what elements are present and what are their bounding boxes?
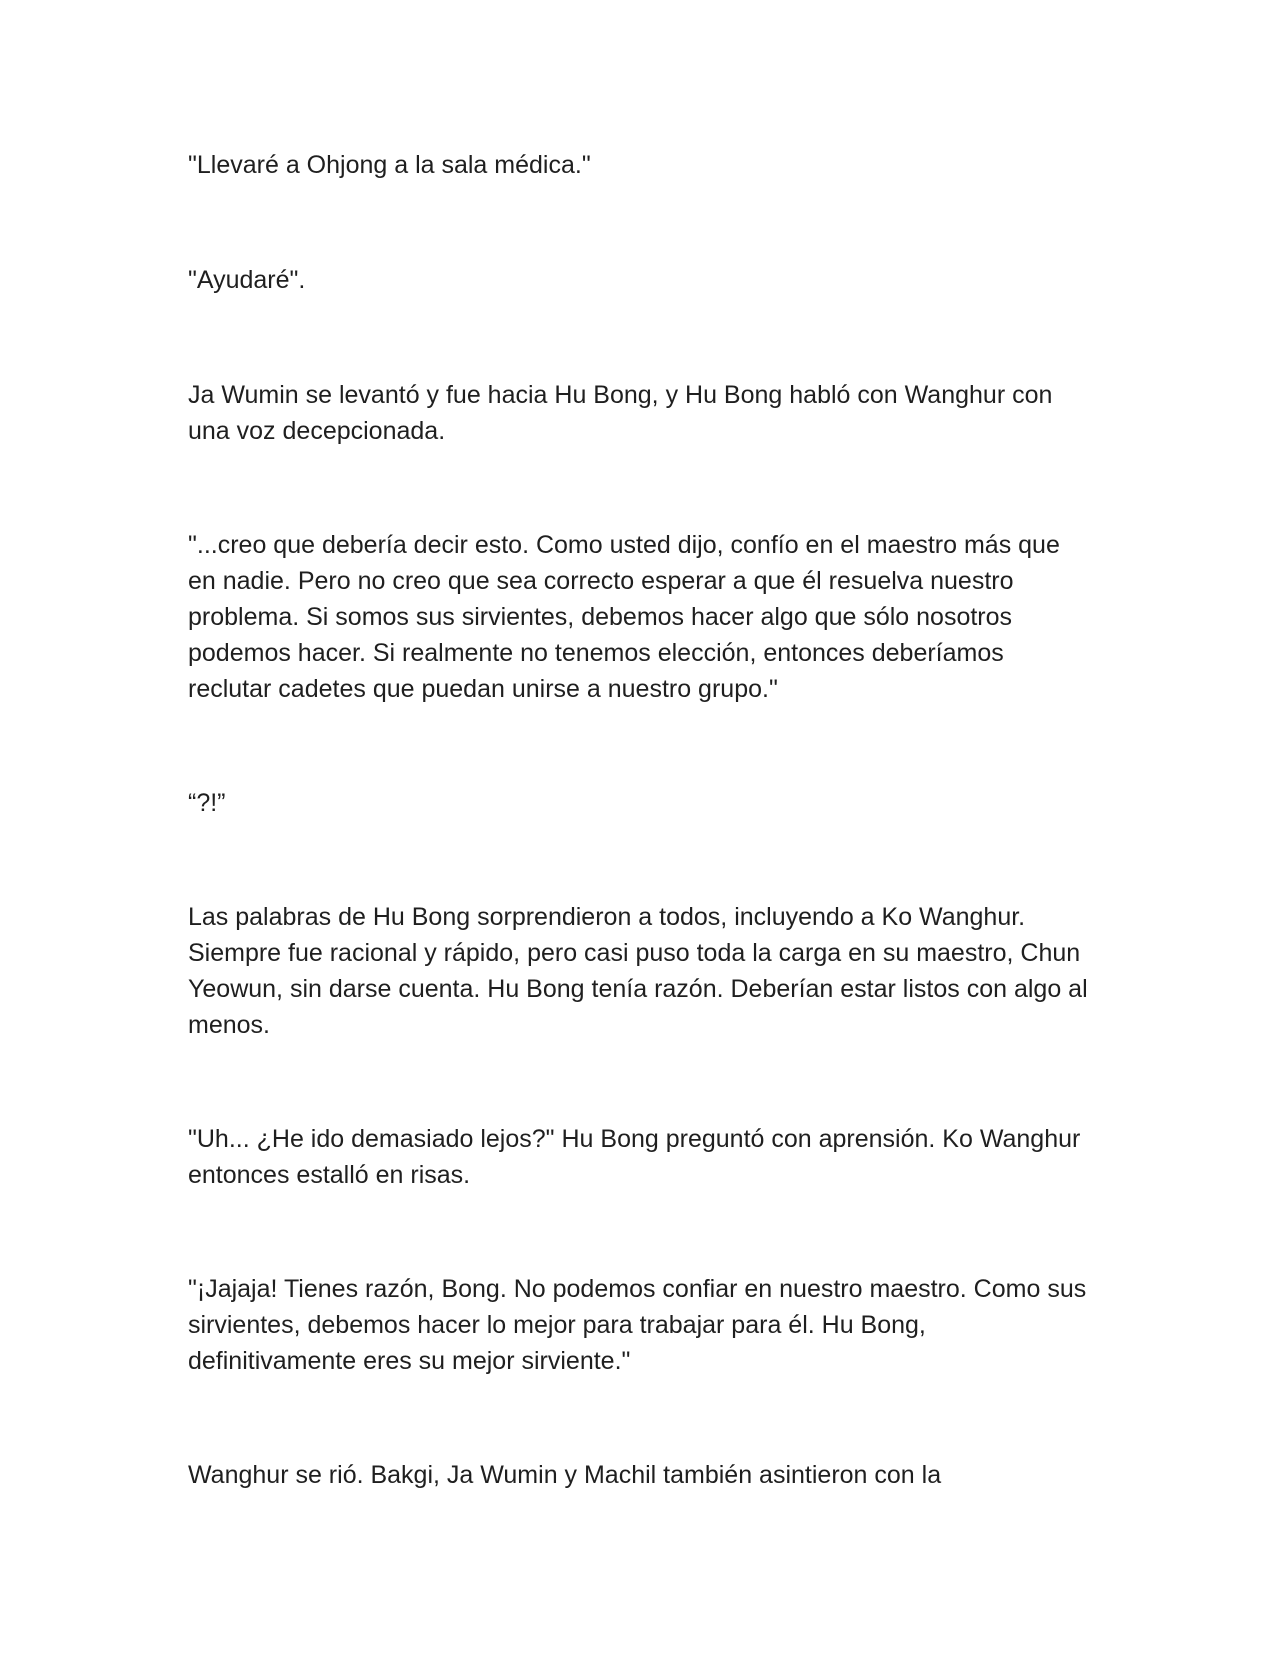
paragraph: “?!” <box>188 789 226 817</box>
paragraph: "Uh... ¿He ido demasiado lejos?" Hu Bong preguntó con aprensión. Ko Wanghur entonces estalló en risas. <box>188 1125 1081 1189</box>
paragraph: Ja Wumin se levantó y fue hacia Hu Bong, y Hu Bong habló con Wanghur con una voz decepcionada. <box>188 381 1053 445</box>
paragraph: "...creo que debería decir esto. Como usted dijo, confío en el maestro más que en nadie. Pero no creo que sea correcto esperar a que él resuelva nuestro problema. Si somos sus sirvientes, debemos hacer algo que sólo nosotros podemos hacer. Si realmente no tenemos elección, entonces deberíamos reclutar cadetes que puedan unirse a nuestro grupo." <box>188 531 1060 703</box>
paragraph: "¡Jajaja! Tienes razón, Bong. No podemos confiar en nuestro maestro. Como sus sirvientes, debemos hacer lo mejor para trabajar para él. Hu Bong, definitivamente eres su mejor sirviente." <box>188 1275 1087 1375</box>
paragraph: Las palabras de Hu Bong sorprendieron a todos, incluyendo a Ko Wanghur. Siempre fue racional y rápido, pero casi puso toda la carga en su maestro, Chun Yeowun, sin darse cuenta. Hu Bong tenía razón. Deberían estar listos con algo al menos. <box>188 903 1088 1039</box>
paragraph: Wanghur se rió. Bakgi, Ja Wumin y Machil también asintieron con la <box>188 1461 942 1489</box>
paragraph: "Ayudaré". <box>188 266 306 294</box>
paragraph: "Llevaré a Ohjong a la sala médica." <box>188 151 591 179</box>
